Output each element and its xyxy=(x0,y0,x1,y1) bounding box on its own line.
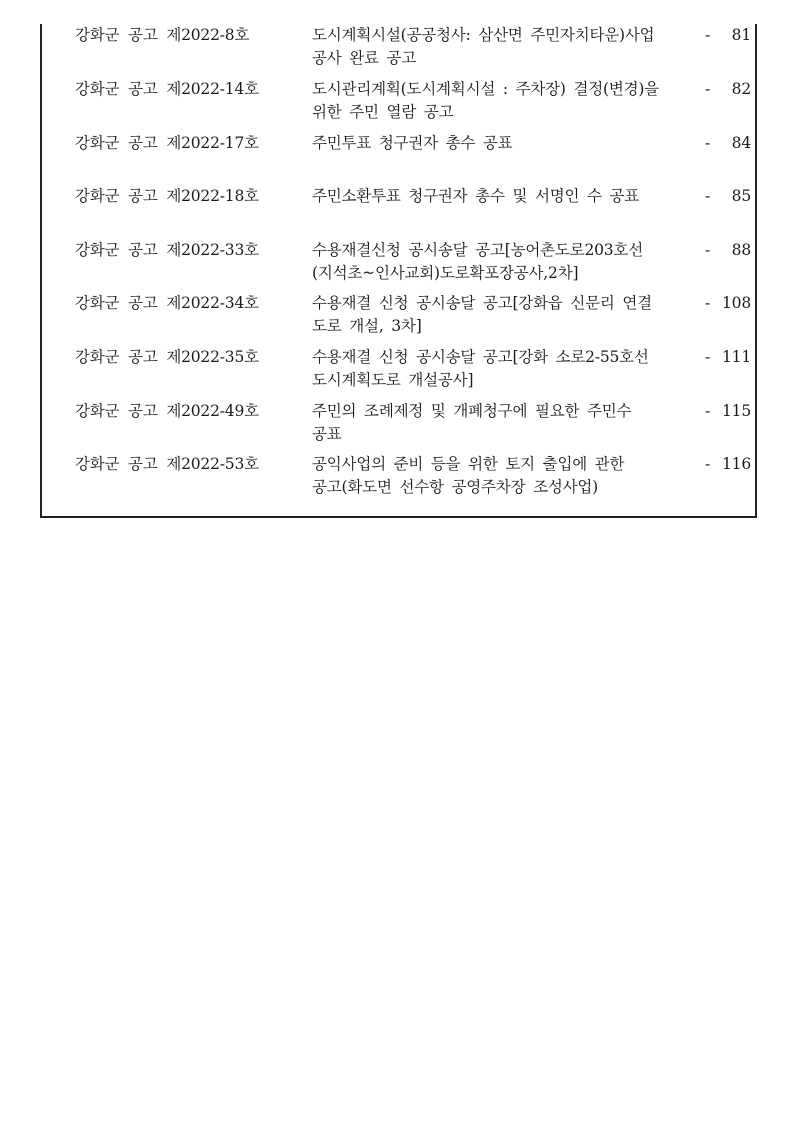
notice-number: 강화군 공고 제2022-49호 xyxy=(75,402,259,420)
leader-dash: - xyxy=(705,294,711,312)
notice-title: 주민투표 청구권자 총수 공표 xyxy=(312,134,513,152)
notice-number: 강화군 공고 제2022-33호 xyxy=(75,241,259,259)
notice-title: 주민소환투표 청구권자 총수 및 서명인 수 공표 xyxy=(312,187,640,205)
leader-dash: - xyxy=(705,241,711,259)
leader-dash: - xyxy=(705,348,711,366)
notice-number: 강화군 공고 제2022-34호 xyxy=(75,294,259,312)
leader-dash: - xyxy=(705,80,711,98)
page-number: 108 xyxy=(722,294,751,312)
notice-title: 공익사업의 준비 등을 위한 토지 출입에 관한 공고(화도면 선수항 공영주차장 조성사업) xyxy=(312,455,625,496)
notice-title: 수용재결 신청 공시송달 공고[강화 소로2-55호선 도시계획도로 개설공사] xyxy=(312,348,649,389)
page-number: 82 xyxy=(731,80,751,98)
notice-number: 강화군 공고 제2022-53호 xyxy=(75,455,259,473)
notice-number: 강화군 공고 제2022-35호 xyxy=(75,348,259,366)
notice-title: 도시계획시설(공공청사: 삼산면 주민자치타운)사업 공사 완료 공고 xyxy=(312,26,655,67)
page-number: 115 xyxy=(722,402,751,420)
notice-title: 수용재결신청 공시송달 공고[농어촌도로203호선 (지석초~인사교회)도로확포장공사,2차] xyxy=(312,241,643,282)
notice-title: 도시관리계획(도시계획시설 : 주차장) 결정(변경)을 위한 주민 열람 공고 xyxy=(312,80,660,121)
page-number: 85 xyxy=(731,187,751,205)
page-number: 81 xyxy=(731,26,751,44)
notice-number: 강화군 공고 제2022-14호 xyxy=(75,80,259,98)
notice-number: 강화군 공고 제2022-8호 xyxy=(75,26,250,44)
table-of-contents xyxy=(40,24,757,518)
page-number: 111 xyxy=(722,348,751,366)
notice-title: 주민의 조례제정 및 개폐청구에 필요한 주민수 공표 xyxy=(312,402,632,443)
notice-number: 강화군 공고 제2022-17호 xyxy=(75,134,259,152)
notice-title: 수용재결 신청 공시송달 공고[강화읍 신문리 연결 도로 개설, 3차] xyxy=(312,294,652,335)
leader-dash: - xyxy=(705,26,711,44)
page-number: 88 xyxy=(731,241,751,259)
page-number: 116 xyxy=(722,455,751,473)
leader-dash: - xyxy=(705,134,711,152)
page-number: 84 xyxy=(731,134,751,152)
leader-dash: - xyxy=(705,187,711,205)
leader-dash: - xyxy=(705,455,711,473)
notice-number: 강화군 공고 제2022-18호 xyxy=(75,187,259,205)
leader-dash: - xyxy=(705,402,711,420)
